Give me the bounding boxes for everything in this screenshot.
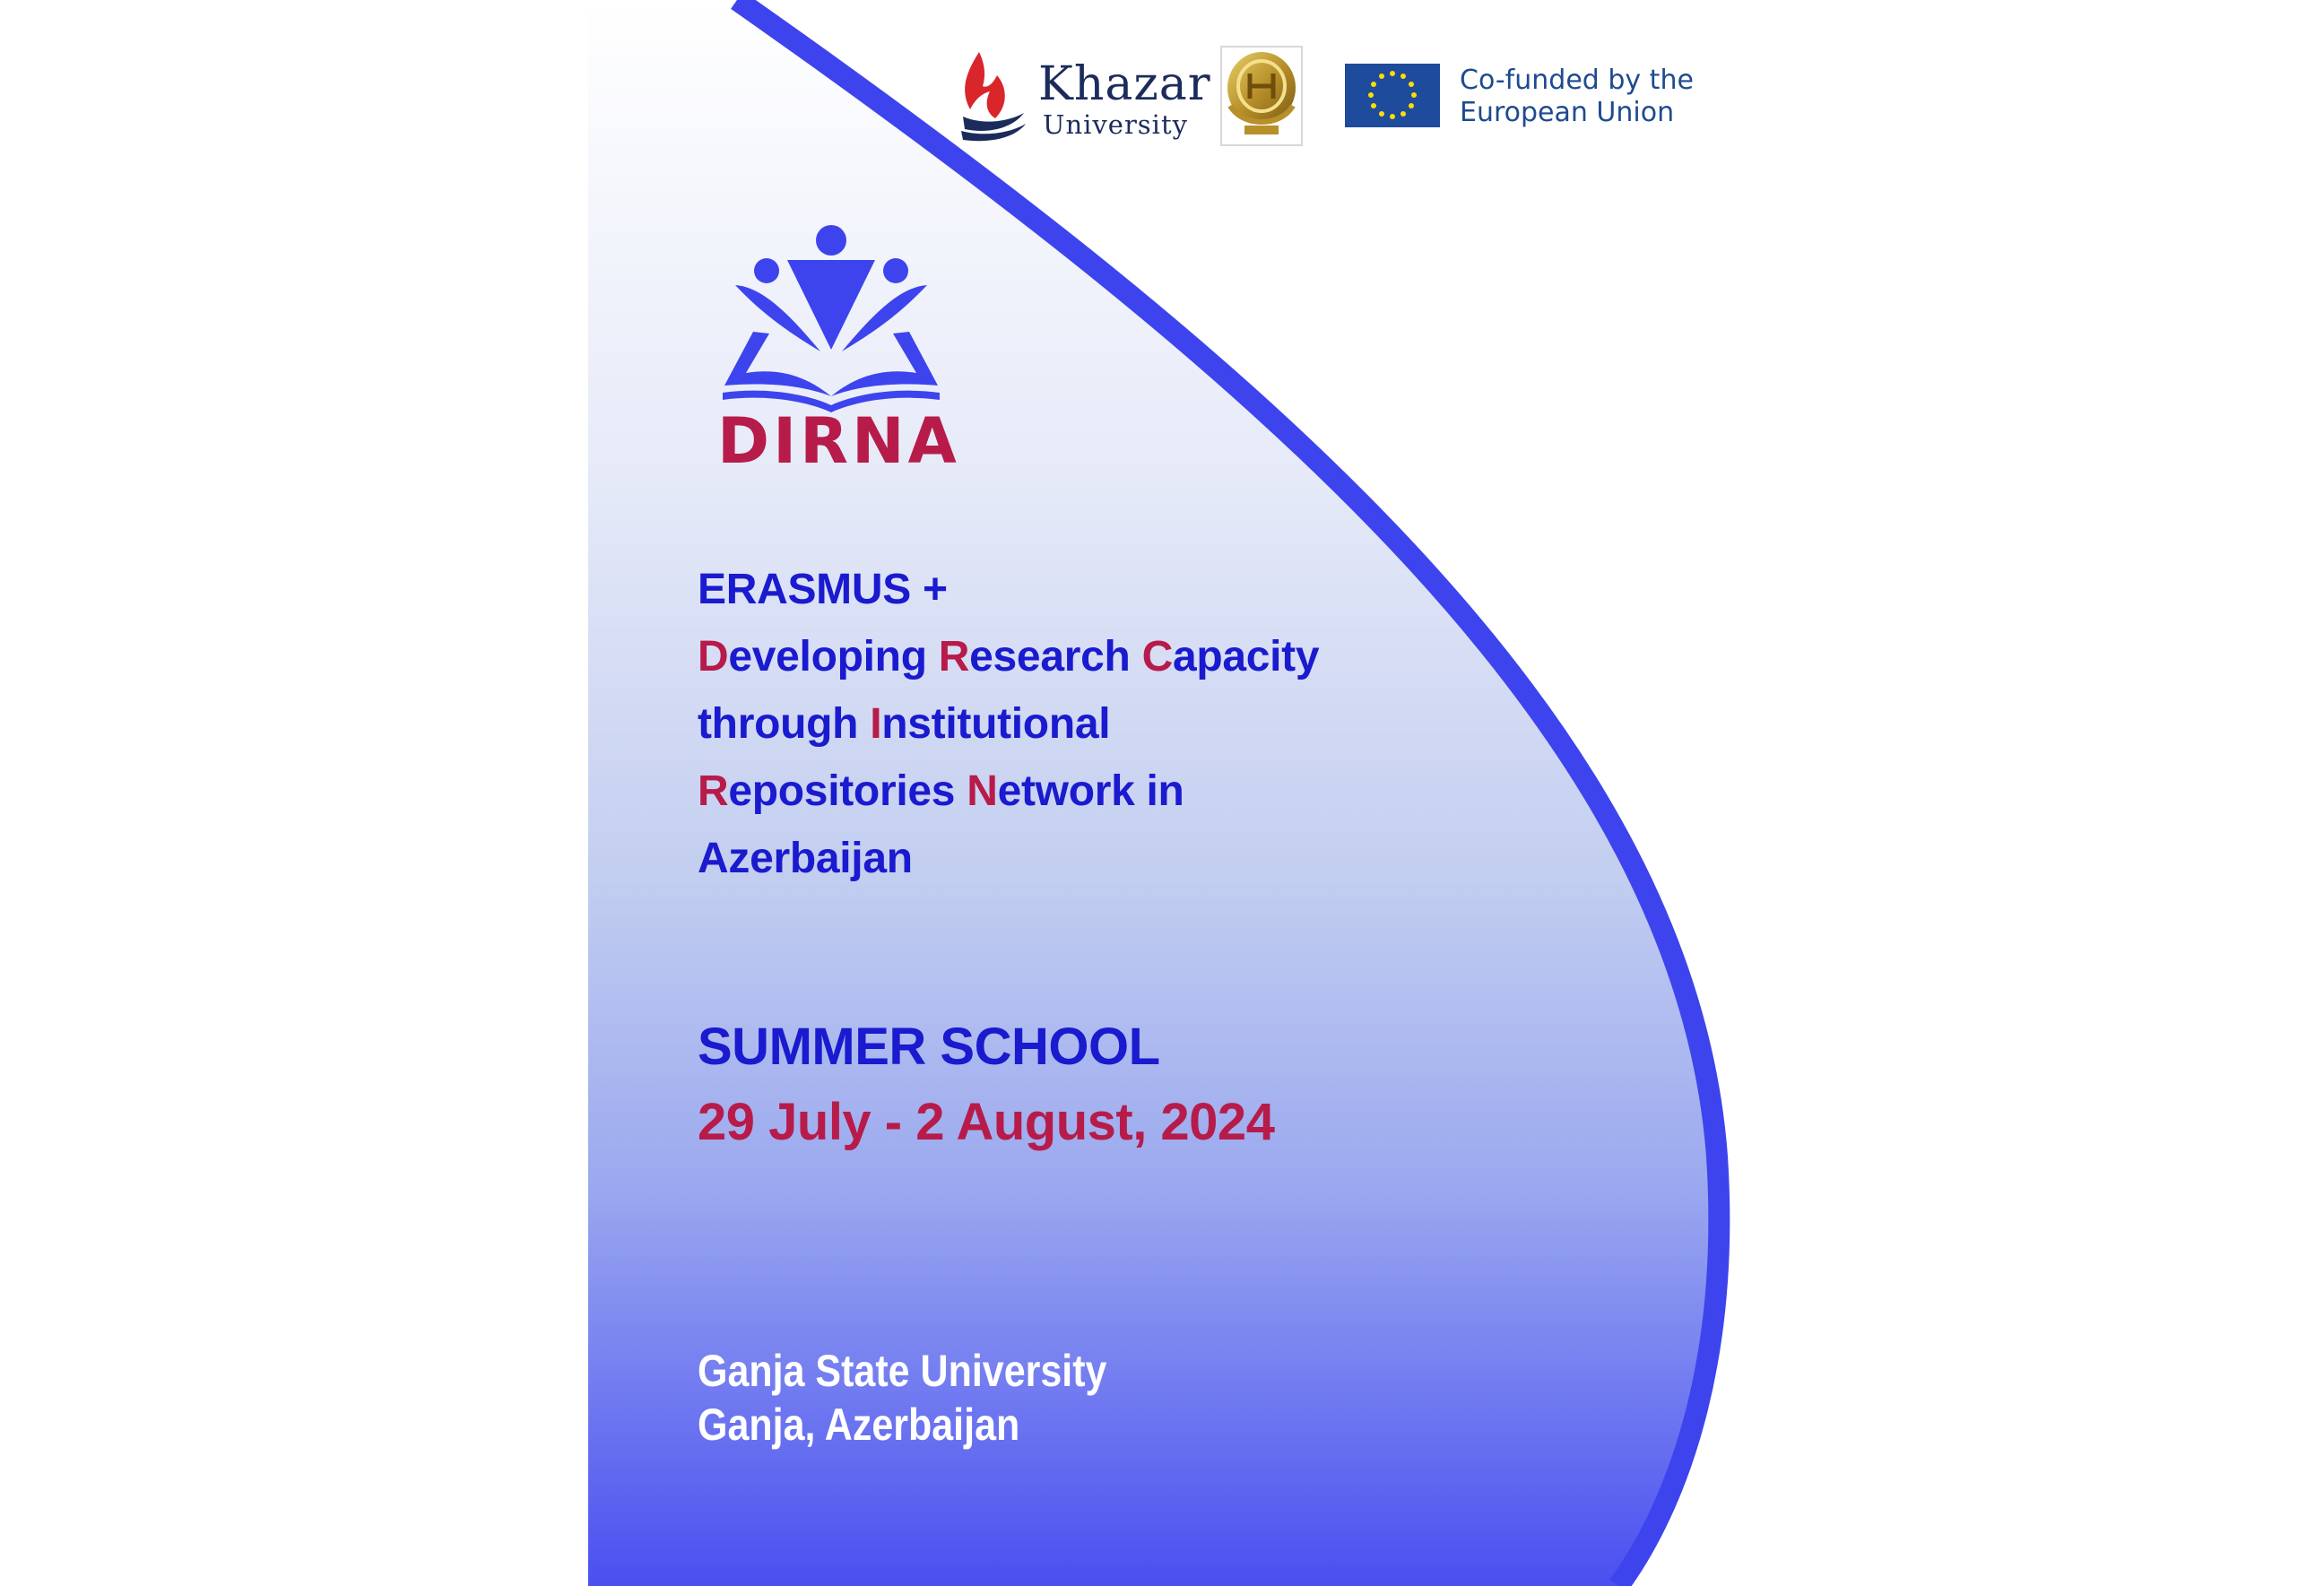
title-initial-letter: R: [938, 633, 970, 680]
title-line-developing: [698, 632, 1319, 681]
title-initial-letter: I: [870, 700, 882, 748]
title-initial-letter: R: [698, 767, 729, 815]
title-text-segment: through: [698, 700, 871, 748]
title-line-through: [698, 699, 1110, 749]
title-text-segment: eveloping: [728, 633, 939, 680]
title-text-segment: nstitutional: [881, 700, 1111, 748]
title-line-azerbaijan: Azerbaijan: [698, 835, 913, 882]
eu-flag-icon: [1345, 64, 1440, 127]
khazar-university-subtitle: University: [1043, 109, 1188, 140]
title-line-repositories: [698, 767, 1184, 816]
title-text-segment: epositories: [728, 767, 967, 815]
flame-ship-icon: [961, 52, 1026, 141]
dirna-logo-text: DIRNA: [717, 404, 960, 478]
eu-cofunded-line-1: Co-funded by the: [1460, 65, 1694, 96]
venue-university: Ganja State University: [698, 1346, 1107, 1396]
title-initial-letter: N: [967, 767, 998, 815]
title-initial-letter: D: [698, 633, 729, 680]
title-text-segment: esearch: [969, 633, 1142, 680]
venue-city: Ganja, Azerbaijan: [698, 1400, 1020, 1450]
gold-university-seal-icon: [1221, 47, 1302, 145]
khazar-university-name: Khazar: [1038, 57, 1211, 111]
title-text-segment: apacity: [1172, 633, 1320, 680]
title-text-segment: etwork in: [997, 767, 1184, 815]
eu-cofunded-line-2: European Union: [1460, 97, 1675, 128]
event-dates: 29 July - 2 August, 2024: [698, 1093, 1275, 1151]
title-erasmus: ERASMUS +: [698, 566, 948, 613]
event-name: SUMMER SCHOOL: [698, 1018, 1160, 1076]
title-initial-letter: C: [1141, 633, 1173, 680]
